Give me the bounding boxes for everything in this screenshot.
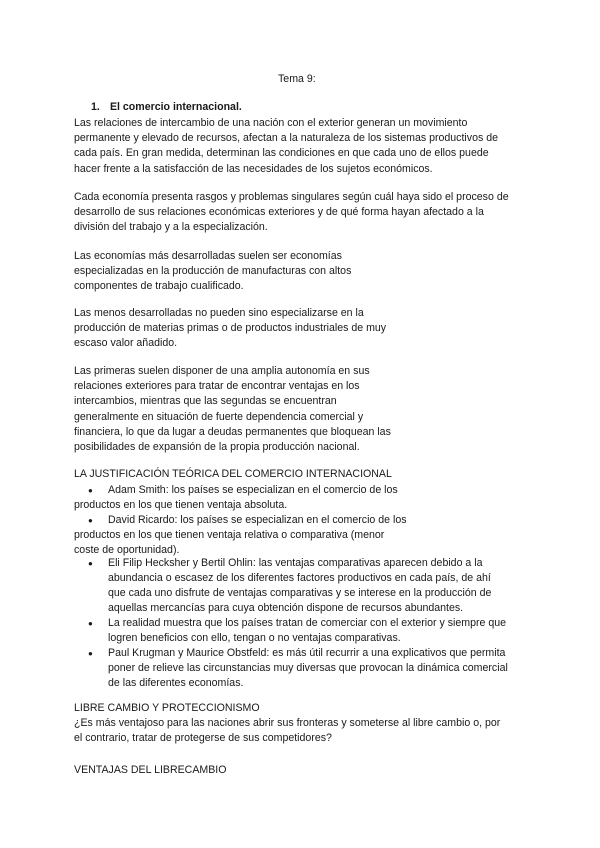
text-line: relaciones exteriores para tratar de encontrar ventajas en los <box>74 380 360 393</box>
bullet-continuation: productos en los que tienen ventaja absoluta. <box>74 499 288 511</box>
bullet-continuation: logren beneficios con ello, tengan o no ventajas comparativas. <box>108 632 401 644</box>
bullet-continuation: abundancia o escasez de los diferentes factores productivos en cada país, de ahí <box>108 572 491 584</box>
text-line: generalmente en situación de fuerte dependencia comercial y <box>74 410 364 423</box>
heading-text: El comercio internacional. <box>109 101 242 113</box>
bullet-item-adam-smith: Adam Smith: los países se especializan en el comercio de los <box>108 484 398 496</box>
text-line: escaso valor añadido. <box>74 337 178 350</box>
text-line: desarrollo de sus relaciones económicas exteriores y de qué forma hayan afectado a la <box>74 206 484 219</box>
bullet-icon: ● <box>88 516 93 525</box>
text-line: posibilidades de expansión de la propia producción nacional. <box>74 441 360 454</box>
bullet-icon: ● <box>88 559 93 568</box>
text-line: cada país. En gran medida, determinan las condiciones en que cada uno de ellos puede <box>74 147 489 160</box>
bullet-continuation: aquellas mercancías para cuya obtención dispone de recursos abundantes. <box>108 602 464 614</box>
bullet-continuation: de las diferentes economías. <box>108 677 244 689</box>
text-line: Las menos desarrolladas no pueden sino especializarse en la <box>74 307 364 319</box>
bullet-continuation: que cada uno disfrute de ventajas comparativas y se interese en la producción de <box>108 587 492 599</box>
question-paragraph <box>74 716 500 746</box>
paragraph-specialization <box>74 190 509 236</box>
section-heading <box>91 100 242 115</box>
paragraph-developed <box>74 249 351 295</box>
section-title-theory: LA JUSTIFICACIÓN TEÓRICA DEL COMERCIO INTERNACIONAL <box>74 468 392 480</box>
page-title: Tema 9: <box>278 73 316 85</box>
bullet-icon: ● <box>88 649 93 658</box>
bullet-icon: ● <box>88 619 93 628</box>
text-line: intercambios, mientras que las segundas se encuentran <box>74 395 337 408</box>
text-line: componentes de trabajo cualificado. <box>74 280 244 293</box>
section-title-advantages: VENTAJAS DEL LIBRECAMBIO <box>74 764 227 776</box>
section-title-free-trade: LIBRE CAMBIO Y PROTECCIONISMO <box>74 702 260 714</box>
bullet-continuation: productos en los que tienen ventaja relativa o comparativa (menor <box>74 529 385 541</box>
text-line: permanente y elevado de recursos, afectan a la naturaleza de los sistemas productivos de <box>74 132 498 145</box>
bullet-continuation: coste de oportunidad). <box>74 544 180 556</box>
text-line: Cada economía presenta rasgos y problemas singulares según cuál haya sido el proceso de <box>74 191 509 203</box>
paragraph-less-developed <box>74 306 386 352</box>
text-line: producción de materias primas o de productos industriales de muy <box>74 322 387 335</box>
bullet-item-hecksher-ohlin: Eli Filip Hecksher y Bertil Ohlin: las ventajas comparativas aparecen debido a la <box>108 557 483 569</box>
paragraph-autonomy <box>74 364 391 455</box>
text-line: ¿Es más ventajoso para las naciones abrir sus fronteras y someterse al libre cambio o, por <box>74 717 501 729</box>
bullet-icon: ● <box>88 486 93 495</box>
bullet-item-reality: La realidad muestra que los países tratan de comerciar con el exterior y siempre que <box>108 617 507 629</box>
text-line: división del trabajo y a la especialización. <box>74 221 268 234</box>
bullet-continuation: poner de relieve las circunstancias muy diversas que provocan la dinámica comercial <box>108 662 508 674</box>
text-line: Las relaciones de intercambio de una nación con el exterior generan un movimiento <box>74 117 468 129</box>
text-line: Las economías más desarrolladas suelen ser economías <box>74 250 342 262</box>
text-line: hacer frente a la satisfacción de las necesidades de los sujetos económicos. <box>74 162 433 175</box>
bullet-item-david-ricardo: David Ricardo: los países se especializan en el comercio de los <box>108 514 407 526</box>
heading-number: 1. <box>91 101 100 113</box>
text-line: especializadas en la producción de manufacturas con altos <box>74 265 352 278</box>
text-line: Las primeras suelen disponer de una amplia autonomía en sus <box>74 365 370 377</box>
intro-paragraph <box>74 116 498 177</box>
bullet-item-krugman-obstfeld: Paul Krugman y Maurice Obstfeld: es más útil recurrir a una explicativos que permita <box>108 647 506 659</box>
text-line: financiera, lo que da lugar a deudas permanentes que bloquean las <box>74 425 391 438</box>
text-line: el contrario, tratar de protegerse de sus competidores? <box>74 732 332 745</box>
